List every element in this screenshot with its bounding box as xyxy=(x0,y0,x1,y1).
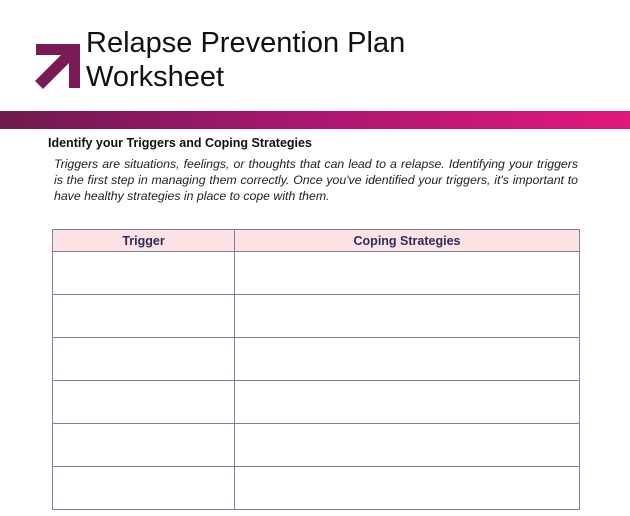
coping-strategy-cell[interactable] xyxy=(235,381,580,424)
coping-strategy-cell[interactable] xyxy=(235,424,580,467)
table-row xyxy=(53,252,580,295)
table-row xyxy=(53,424,580,467)
coping-strategy-cell[interactable] xyxy=(235,295,580,338)
table-row xyxy=(53,295,580,338)
trigger-cell[interactable] xyxy=(53,381,235,424)
coping-strategy-cell[interactable] xyxy=(235,252,580,295)
table-row xyxy=(53,338,580,381)
table-row xyxy=(53,381,580,424)
page-title xyxy=(86,26,405,94)
section-intro: Triggers are situations, feelings, or thoughts that can lead to a relapse. Identifying your triggers is the first step in managing them correctly. Once you've identified your triggers, it's important to have healthy strategies in place to cope with them. xyxy=(54,157,578,203)
arrow-up-right-icon xyxy=(34,44,80,90)
coping-strategy-cell[interactable] xyxy=(235,467,580,510)
table-row xyxy=(53,467,580,510)
title-line-2: Worksheet xyxy=(86,61,225,93)
coping-strategies-column-header: Coping Strategies xyxy=(235,230,580,252)
section-title: Identify your Triggers and Coping Strategies xyxy=(48,136,312,150)
title-line-1: Relapse Prevention Plan xyxy=(86,27,406,59)
trigger-cell[interactable] xyxy=(53,338,235,381)
coping-strategy-cell[interactable] xyxy=(235,338,580,381)
header-gradient-band xyxy=(0,111,630,129)
trigger-cell[interactable] xyxy=(53,252,235,295)
trigger-cell[interactable] xyxy=(53,295,235,338)
trigger-cell[interactable] xyxy=(53,424,235,467)
trigger-column-header: Trigger xyxy=(53,230,235,252)
trigger-cell[interactable] xyxy=(53,467,235,510)
table-header-row xyxy=(53,230,580,252)
trigger-coping-table xyxy=(52,229,580,510)
